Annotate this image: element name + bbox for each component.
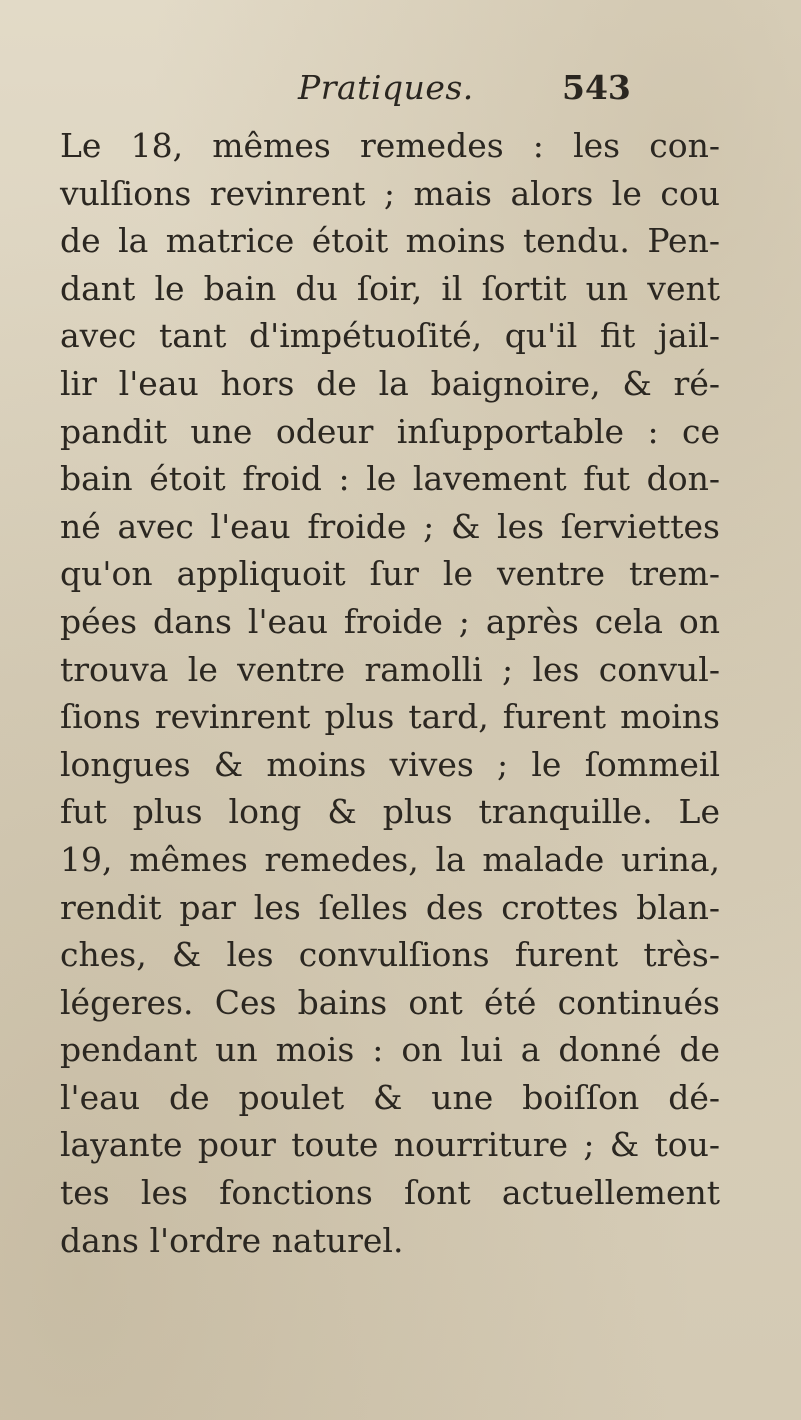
text-line: Le 18, mêmes remedes : les con- <box>60 126 720 165</box>
text-line: ſions revinrent plus tard, furent moins <box>60 697 720 737</box>
text-line: pandit une odeur inſupportable : ce <box>60 411 720 451</box>
text-line: légeres. Ces bains ont été continués <box>60 982 720 1022</box>
text-line: pendant un mois : on lui a donné de <box>60 1030 720 1070</box>
text-line: avec tant d'impétuoſité, qu'il fit jail- <box>60 316 720 356</box>
text-line: pées dans l'eau froide ; après cela on <box>60 601 720 641</box>
running-head <box>298 68 678 112</box>
text-line: longues & moins vives ; le ſommeil <box>60 744 720 784</box>
text-line: 19, mêmes remedes, la malade urina, <box>60 839 720 879</box>
text-line: de la matrice étoit moins tendu. Pen- <box>60 221 720 261</box>
text-line: né avec l'eau froide ; & les ſerviettes <box>60 506 720 546</box>
text-line: l'eau de poulet & une boiſſon dé- <box>60 1077 720 1117</box>
text-line: fut plus long & plus tranquille. Le <box>60 792 720 832</box>
text-line: dant le bain du ſoir, il ſortit un vent <box>60 268 720 308</box>
text-line: vulſions revinrent ; mais alors le cou <box>60 173 720 213</box>
running-title: Pratiques. <box>298 68 474 107</box>
text-line: dans l'ordre naturel. <box>60 1220 404 1260</box>
text-line: ches, & les convulſions furent très- <box>60 935 720 975</box>
text-line: tes les fonctions ſont actuellement <box>60 1173 720 1213</box>
body-text <box>60 122 720 1264</box>
text-line: qu'on appliquoit ſur le ventre trem- <box>60 554 720 594</box>
text-line: trouva le ventre ramolli ; les convul- <box>60 649 720 689</box>
text-line: rendit par les ſelles des crottes blan- <box>60 887 720 927</box>
page-number: 543 <box>562 68 631 107</box>
text-line: lir l'eau hors de la baignoire, & ré- <box>60 363 720 403</box>
text-line: bain étoit froid : le lavement fut don- <box>60 459 720 499</box>
text-line: layante pour toute nourriture ; & tou- <box>60 1125 720 1165</box>
